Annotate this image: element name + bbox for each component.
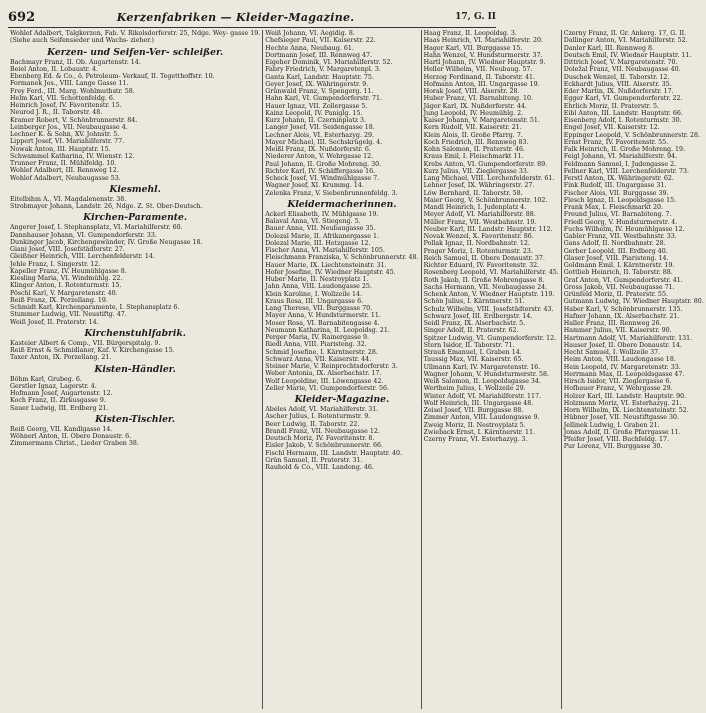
directory-entry: Maier Georg, V. Schönbrunnerstr. 102. [423, 196, 548, 204]
directory-entry: Goldmann Emil, I. Kärntnerstr. 19. [563, 262, 675, 269]
directory-entry: Hahn Wenzel, V. Hundsturmerstr. 37. [423, 51, 543, 59]
directory-entry: Hofmann Anton, III. Ungargasse 19. [423, 80, 540, 88]
directory-entry: Wöhnerl Anton, II. Obere Donaustr. 6. [10, 433, 132, 440]
page-number: 692 [8, 9, 36, 25]
directory-entry: Glaser Josef, VIII. Piaristeng. 14. [563, 254, 669, 262]
directory-entry: Gottlieb Heinrich, II. Taborstr. 88. [563, 269, 673, 277]
directory-entry: Weiß Salomon, II. Leopoldsgasse 34. [423, 378, 541, 385]
directory-entry: Jung Leopold, IV. Heumühlg. 2. [423, 109, 524, 117]
directory-entry: Zeisel Josef, VII. Burggasse 88. [423, 407, 524, 414]
section-heading: Kerzen- und Seifen-Ver- schleißer. [47, 46, 224, 58]
directory-entry: Beiel Anton, II. Lobaustr. 4. [10, 65, 98, 73]
directory-entry: Sauer Ludwig, III. Erdberg 21. [10, 404, 109, 412]
directory-entry: Trunner Franz, II. Mühlfeldg. 10. [10, 160, 117, 167]
directory-entry: Wagner Johann, V. Hundsturmerstr. 58. [423, 370, 550, 378]
directory-entry: Pfeifer Josef, VIII. Buchfeldg. 17. [563, 436, 669, 443]
directory-entry: Schwarz Josef, III. Erdbergstr. 14. [423, 312, 533, 320]
directory-entry: Weiß Josef, II. Praterstr. 14. [10, 318, 99, 326]
directory-entry: Wertheim Julius, I. Wollzeile 29. [423, 385, 526, 393]
directory-entry: Müller Franz, VII. Westbahnstr. 19. [423, 218, 537, 226]
directory-entry: Weiß Johann, VI. Aegidig. 8. [265, 30, 355, 37]
directory-entry: Riedl Anna, VIII. Piaristeng. 32. [265, 341, 367, 349]
directory-entry: Niederer Anton, V. Wehrgasse 12. [265, 153, 374, 161]
directory-entry: Bachmayr Franz, II. Ob. Augartenstr. 14. [10, 58, 141, 66]
section-heading: Kisten-Tischler. [95, 413, 176, 425]
directory-entry: Gutmann Ludwig, IV. Wiedner Hauptstr. 80. [563, 298, 704, 306]
section-heading: Kirchen-Paramente. [83, 212, 188, 224]
directory-entry: Lechner K. & Sohn, XV. Johnstr. 5. [10, 131, 120, 138]
directory-entry: Taxer Anton, IX. Porzellang. 21. [10, 354, 112, 362]
directory-entry: Feldmann Samuel, I. Judengasse 2. [563, 160, 677, 168]
directory-entry: Nowak Anton, III. Hauptstr. 15. [10, 145, 111, 153]
directory-entry: Hauer Ignaz, VII. Zollergasse 5. [265, 102, 368, 110]
directory-entry: (Siehe auch Seifensieder und Wachs- zieher.) [10, 37, 154, 45]
directory-entry: Reich Samuel, II. Obere Donaustr. 37. [423, 254, 545, 262]
directory-entry: Mayer Anna, V. Hundsturmerstr. 11. [265, 312, 381, 320]
directory-entry: Dolezal Marie, II. Afrikanergasse 1. [265, 232, 379, 240]
directory-entry: Brandl Franz, VII. Neubaugasse 12. [265, 427, 380, 435]
directory-entry: Ferstl Anton, IX. Währingerstr. 62. [563, 175, 674, 182]
directory-entry: Falk Heinrich, II. Große Mohreng. 19. [563, 146, 686, 153]
directory-entry: Taussig Max, VII. Kaiserstr. 65. [423, 356, 524, 364]
directory-entry: Novak Wenzel, X. Favoritenstr. 86. [423, 233, 534, 240]
directory-entry: Zwieback Ernst, I. Kärntnerstr. 11. [423, 428, 536, 436]
directory-entry: Hauser Josef, II. Obere Donaustr. 14. [563, 341, 682, 349]
directory-entry: Singer Adolf, II. Praterstr. 62. [423, 327, 519, 335]
directory-entry: Strauß Emanuel, I. Graben 14. [423, 349, 522, 356]
directory-entry: Pöschl Karl, V. Margaretenstr. 40. [10, 289, 118, 297]
directory-entry: Lang Michael, VIII. Lerchenfelderstr. 61. [423, 175, 555, 182]
directory-columns [8, 30, 704, 709]
section-heading: Kiesmehl. [109, 183, 161, 195]
directory-entry: Abeles Adolf, VI. Mariahilferstr. 31. [265, 406, 379, 413]
directory-entry: Holzer Karl, III. Landstr. Hauptstr. 90. [563, 392, 687, 400]
directory-entry: Huber Marie, II. Nestroyplatz 1. [265, 276, 369, 283]
directory-entry: Bauer Anna, VII. Neubaugasse 35. [265, 225, 376, 233]
directory-entry: Schmid Josefine, I. Kärntnerstr. 28. [265, 348, 378, 356]
directory-entry: Hager Karl, VII. Burggasse 15. [423, 44, 523, 52]
directory-entry: Jehle Franz, I. Singerstr. 12. [10, 260, 101, 268]
directory-entry: Klein Karoline, I. Wollzeile 14. [265, 290, 362, 298]
directory-entry: Kern Rudolf, VII. Kaiserstr. 21. [423, 124, 522, 132]
directory-entry: Heinrich Josef, IV. Favoritenstr. 15. [10, 102, 122, 109]
directory-entry: Schmidt Karl, Kirchenparamente, I. Stephansplatz 6. [10, 304, 180, 311]
directory-entry: Eibl Anton, III. Landstr. Hauptstr. 66. [563, 109, 683, 117]
directory-entry: Egger Karl, VI. Gumpendorferstr. 22. [563, 95, 683, 103]
directory-entry: Leinberger Jos., VII. Neubaugasse 4. [10, 123, 128, 131]
directory-entry: Heim Anton, VIII. Laudongasse 18. [563, 356, 676, 364]
directory-entry: Pur Lorenz, VII. Burggasse 30. [563, 443, 663, 451]
directory-entry: Eckhardt Julius, VIII. Alserstr. 35. [563, 80, 672, 88]
directory-entry: Lehner Josef, IX. Währingerstr. 27. [423, 182, 535, 190]
directory-entry: Roth Jakob, II. Große Mohrengasse 8. [423, 276, 545, 284]
directory-entry: Wolf Leopoldine, III. Löwengasse 42. [265, 377, 384, 385]
directory-entry: Fleischmann Franziska, V. Schönbrunnerstr. 48. [265, 254, 419, 262]
directory-entry: Duschek Wenzel, II. Taborstr. 12. [563, 73, 670, 81]
directory-entry: Kraus Rosa, III. Ungargasse 6. [265, 297, 364, 305]
directory-entry: Danler Karl, III. Rennweg 8. [563, 44, 655, 52]
directory-entry: Steiner Marie, V. Reinprechtsdorferstr. 3. [265, 363, 398, 370]
directory-entry: Paul Johann, II. Große Mohreng. 30. [265, 160, 382, 168]
directory-entry: Freund Julius, VI. Barnabiteng. 7. [563, 211, 672, 219]
directory-entry: Pollak Ignaz, II. Nordbahnstr. 12. [423, 240, 530, 248]
directory-entry: Klein Alois, II. Große Pfarrg. 7. [423, 131, 523, 139]
directory-entry: Ackerl Elisabeth, IV. Mühlgasse 19. [265, 210, 379, 218]
directory-entry: Weber Antonia, IX. Alserbachstr. 17. [265, 370, 382, 378]
directory-entry: Gross Jakob, VII. Neubaugasse 71. [563, 283, 675, 291]
directory-entry: Grünwald Franz, V. Spengerg. 11. [265, 88, 374, 95]
directory-entry: Flesch Ignaz, II. Leopoldsgasse 15. [563, 196, 677, 204]
directory-entry: Gans Adolf, II. Nordbahnstr. 28. [563, 240, 666, 248]
directory-entry: Haller Franz, III. Rennweg 26. [563, 320, 662, 327]
directory-entry: Dolezal Marie, III. Hetzgasse 12. [265, 239, 371, 247]
directory-entry: Jahn Anna, VIII. Laudongasse 25. [265, 283, 372, 291]
directory-entry: Wohlef Adalbert, Talgkerzen, Fab. V. Rikolsdorferstr. 25, Ndge. Wey- gasse 19. [10, 30, 261, 37]
directory-entry: Fink Rudolf, III. Ungargasse 31. [563, 182, 667, 190]
directory-entry: Langer Josef, VII. Seidengasse 18. [265, 124, 375, 132]
directory-entry: Kaiser Johann, V. Margaretenstr. 51. [423, 117, 540, 124]
directory-column [8, 30, 263, 709]
directory-entry: Winter Adolf, VI. Mariahilferstr. 117. [423, 392, 542, 400]
directory-entry: Wagner Josef, XI. Krummg. 14. [265, 182, 364, 190]
directory-entry: Gabler Franz, VII. Westbahnstr. 33. [563, 233, 677, 240]
directory-entry: Spitzer Ludwig, VI. Gumpendorferstr. 12. [423, 334, 557, 342]
directory-entry: Jonas Adolf, II. Große Pfarrgasse 11. [563, 428, 681, 436]
directory-entry: Löw Bernhard, II. Taborstr. 58. [423, 189, 523, 197]
directory-entry: Fabry Friedrich, V. Margaretenpl. 3. [265, 66, 381, 74]
directory-entry: Gerstler Ignaz, Lagerstr. 4. [10, 382, 97, 390]
directory-entry: Ganta Karl, Landstr. Hauptstr. 75. [265, 73, 374, 81]
directory-entry: Perger Maria, IV. Rainergasse 9. [265, 334, 370, 341]
directory-entry: Kurz Johann, II. Czerninplatz 3. [265, 117, 367, 124]
directory-entry: Hartmann Adolf, VI. Mariahilferstr. 131. [563, 334, 693, 342]
directory-entry: Gleißner Heinrich, VIII. Lerchenfelderstr. 14. [10, 253, 155, 261]
directory-entry: Kohn Salomon, II. Praterstr. 46. [423, 146, 526, 153]
directory-entry: Eisler Jakob, V. Schönbrunnerstr. 66. [265, 442, 383, 450]
directory-entry: Fuchs Wilhelm, IV. Heumühlgasse 12. [563, 225, 685, 233]
directory-entry: Reiß Ernst & Schmidlaner, Kaf. V. Kirchengasse 15. [10, 347, 175, 354]
directory-entry: Schenk Anton, V. Wiedner Hauptstr. 119. [423, 291, 555, 298]
directory-entry: Neumann Katharina, II. Leopoldsg. 21. [265, 326, 390, 334]
directory-entry: Lang Therese, VII. Burggasse 70. [265, 305, 373, 312]
directory-entry: Herzog Ferdinand, II. Taborstr. 41. [423, 73, 536, 81]
directory-entry: Geyer Josef, IX. Währingerstr. 9. [265, 80, 369, 88]
directory-entry: Engel Josef, VII. Kaiserstr. 12. [563, 124, 660, 132]
directory-entry: Frey Ferd., III. Marg. Wohlmuthstr. 58. [10, 87, 135, 95]
directory-entry: Klinger Anton, I. Rotenturmstr. 15. [10, 282, 122, 290]
page-title: Kerzenfabriken — Kleider-Magazine. [116, 10, 355, 24]
directory-entry: Zimmer Anton, VIII. Laudongasse 9. [423, 414, 540, 422]
directory-entry: Koch Franz, II. Zirkusgasse 9. [10, 397, 106, 405]
directory-entry: Zeller Marie, VI. Gumpendorferstr. 56. [265, 384, 389, 392]
directory-entry: Zimmermann Christ., Lieder Graben 38. [10, 440, 139, 448]
directory-entry: Fischl Hermann, III. Landstr. Hauptstr. 40. [265, 449, 403, 457]
directory-entry: Ullmann Karl, IV. Margaretenstr. 16. [423, 363, 541, 371]
directory-entry: Holzmann Moriz, VI. Esterhazyg. 21. [563, 399, 682, 407]
directory-column [422, 30, 562, 709]
directory-entry: Lippert Josef, VI. Mariahilferstr. 77. [10, 138, 125, 146]
directory-entry: Kurz Julius, VII. Zieglergasse 33. [423, 167, 529, 175]
directory-entry: Dittrich Josef, V. Margaretenstr. 70. [563, 59, 678, 66]
directory-entry: Sachs Hermann, VII. Neubaugasse 24. [423, 283, 548, 291]
directory-entry: Rosenberg Leopold, VI. Mariahilferstr. 45. [423, 269, 559, 277]
directory-entry: Deutsch Moriz, IV. Favoritenstr. 8. [265, 435, 375, 442]
directory-entry: Zweig Moriz, II. Nestroyplatz 5. [423, 421, 526, 429]
directory-entry: Balaval Anna, VI. Stiegeng. 5. [265, 218, 361, 225]
directory-entry: Koch Friedrich, III. Rennweg 83. [423, 138, 529, 146]
directory-entry: Czerny Franz, VI. Esterhazyg. 3. [423, 436, 528, 443]
directory-entry: Haag Franz, II. Leopoldsg. 3. [423, 30, 517, 37]
directory-entry: Scheck Josef, VI. Windmühlgasse 7. [265, 175, 380, 182]
directory-entry: Kasteier Albert & Comp., VII. Bürgerspitalg. 9. [10, 339, 161, 347]
directory-entry: Prager Moriz, I. Rotenturmstr. 23. [423, 247, 533, 255]
directory-entry: Hofbauer Franz, V. Wehrgasse 29. [563, 385, 673, 393]
directory-entry: Fellner Karl, VIII. Lerchenfelderstr. 73. [563, 167, 690, 175]
directory-entry: Giani Josef, VIII. Josefstädterstr. 27. [10, 246, 125, 253]
directory-entry: Eitelbihm A., VI. Magdalenenstr. 38. [10, 195, 127, 203]
directory-entry: Angerer Josef, I. Stephansplatz, VI. Mariahilferstr. 60. [10, 224, 183, 232]
directory-entry: Jäger Karl, IX. Nußdorferstr. 44. [423, 102, 527, 110]
directory-entry: Böhm Karl, Grubeg. 6. [10, 375, 82, 383]
directory-entry: Zelenka Franz, V. Siebenbrunnenfeldg. 3. [265, 189, 398, 197]
directory-entry: Helm Karl, VII. Schottenfeldg. 6. [10, 94, 115, 102]
page-header [8, 7, 496, 28]
directory-entry: Dunkinger Jacob, Kirchengewänder, IV. Große Neugasse 18. [10, 238, 203, 246]
directory-entry: Richter Eduard, IV. Favoritenstr. 32. [423, 262, 540, 269]
directory-entry: Wohlef Adalbert, III. Rennweg 12. [10, 167, 119, 175]
directory-entry: Ascher Julius, I. Rotenturmstr. 9. [265, 413, 371, 421]
directory-entry: Haas Heinrich, VI. Mariahilferstr. 20. [423, 37, 543, 45]
directory-entry: Jellinek Ludwig, I. Graben 21. [563, 421, 660, 429]
directory-entry: Stummer Ludwig, VII. Neustiftg. 47. [10, 311, 127, 319]
directory-entry: Seidl Franz, IX. Alserbachstr. 5. [423, 320, 526, 327]
directory-entry: Eppinger Leopold, V. Schönbrunnerstr. 28. [563, 131, 701, 139]
directory-entry: Horak Josef, VIII. Alserstr. 28. [423, 88, 520, 95]
directory-entry: Czerny Franz, II. Gr. Ankerg. 17, G. II. [563, 30, 687, 37]
directory-entry: Dortmann Josef, III. Rennweg 47. [265, 51, 373, 59]
directory-entry: Schwammel Katharina, IV. Wienstr. 12. [10, 152, 135, 160]
directory-entry: Formanek Jos., VIII. Lange Gasse 11. [10, 80, 129, 88]
directory-entry: Fischer Anna, VI. Mariahilferstr. 105. [265, 247, 385, 254]
directory-entry: Beer Ludwig, II. Taborstr. 22. [265, 420, 360, 428]
directory-entry: Gerber Leopold, III. Erdberg 40. [563, 247, 668, 255]
directory-entry: Schön Julius, I. Kärntnerstr. 51. [423, 298, 525, 306]
directory-entry: Frank Max, I. Fleischmarkt 20. [563, 204, 664, 211]
directory-entry: Graf Anton, VI. Gumpendorferstr. 41. [563, 276, 683, 284]
directory-entry: Grün Samuel, II. Praterstr. 31. [265, 456, 363, 464]
directory-entry: Hofer Josefine, IV. Wiedner Hauptstr. 45. [265, 268, 396, 276]
directory-entry: Hecht Samuel, I. Wollzeile 37. [563, 349, 661, 356]
directory-entry: Richter Karl, IV. Schäffergasse 16. [265, 167, 376, 175]
directory-entry: Stern Isidor, II. Taborstr. 71. [423, 341, 515, 349]
directory-entry: Ernst Franz, IV. Favoritenstr. 55. [563, 138, 669, 146]
directory-entry: Kainz Leopold, IV. Paniglg. 15. [265, 109, 363, 117]
directory-entry: Hammer Julius, VII. Kaiserstr. 90. [563, 327, 672, 335]
section-heading: Kirchenstuhlfabrik. [84, 327, 186, 339]
directory-entry: Heller Wilhelm, VII. Neubaug. 57. [423, 66, 533, 74]
section-heading: Kleidermacherinnen. [287, 198, 397, 210]
directory-entry: Grünfeld Moriz, II. Praterstr. 55. [563, 291, 668, 298]
directory-entry: Herrmann Max, II. Leopoldsgasse 47. [563, 370, 685, 378]
directory-entry: Mandl Heinrich, I. Judenplatz 4. [423, 204, 527, 211]
directory-entry: Dallinger Anton, VI. Mariahilferstr. 52. [563, 37, 688, 45]
directory-entry: Hafner Johann, IX. Alserbachstr. 21. [563, 312, 680, 320]
directory-entry: Haber Karl, V. Schönbrunnerstr. 135. [563, 305, 683, 313]
directory-entry: Eigeher Dominik, VI. Mariahilferstr. 52. [265, 59, 393, 66]
directory-entry: Chefsieger Paul, VII. Kaiserstr. 22. [265, 37, 376, 45]
directory-entry: Feigl Johann, VI. Mariahilferstr. 94. [563, 153, 678, 161]
directory-entry: Hein Leopold, IV. Margaretenstr. 33. [563, 363, 681, 371]
directory-entry: Kramer Robert, V. Schönbrunnerstr. 84. [10, 116, 138, 124]
directory-entry: Kiesling Maria, VI. Windmühlg. 22. [10, 275, 123, 282]
directory-entry: Neuber Karl, III. Landstr. Hauptstr. 112. [423, 225, 553, 233]
directory-entry: Hofmann Josef, Augartenstr. 12. [10, 390, 113, 397]
directory-entry: Hartl Johann, IV. Wiedner Hauptstr. 9. [423, 59, 546, 66]
directory-entry: Reiß Franz, IX. Porzellang. 19. [10, 296, 108, 304]
directory-entry: Krebs Anton, VI. Gumpendorferstr. 89. [423, 160, 548, 168]
directory-entry: Dannhauser Johann, VI. Gumpendorferstr. 33. [10, 231, 157, 239]
directory-entry: Schulz Wilhelm, VIII. Josefstädterstr. 43. [423, 305, 554, 313]
directory-entry: Horn Wilhelm, IX. Liechtensteinstr. 52. [563, 407, 689, 414]
directory-entry: Wohlef Adalbert, Neubaugasse 53. [10, 174, 121, 182]
directory-entry: Fischer Alois, VII. Burggasse 39. [563, 189, 669, 197]
directory-entry: Meißl Franz, IX. Nußdorferstr. 6. [265, 146, 371, 153]
section-heading: Kleider-Magazine. [294, 394, 390, 405]
directory-entry: Moser Rosa, VI. Barnabitengasse 4. [265, 319, 380, 327]
directory-entry: Deutsch Emil, IV. Wiedner Hauptstr. 11. [563, 51, 692, 59]
directory-entry: Neurod J. R., II. Taborstr. 48. [10, 109, 103, 117]
directory-entry: Mayer Michael, III. Sechskrügelg. 4. [265, 138, 383, 146]
directory-entry: Friedl Georg, V. Hundsturmerstr. 4. [563, 218, 678, 226]
directory-entry: Ehrlich Moriz, II. Praterstr. 5. [563, 102, 659, 110]
directory-entry: Schwarz Anna, VII. Kaiserstr. 44. [265, 355, 372, 363]
directory-entry: Meyer Adolf, VI. Mariahilferstr. 88. [423, 211, 536, 219]
directory-entry: Hauer Marie, IX. Liechtensteinstr. 31. [265, 261, 387, 269]
directory-entry: Hahn Karl, VI. Gumpendorferstr. 71. [265, 95, 382, 103]
directory-entry: Ebenberg Ed. & Co., ö. Petroleum- Verkauf, II. Tegetthoffstr. 10. [10, 73, 215, 80]
directory-entry: Huber Franz, VI. Barnabiteng. 10. [423, 95, 534, 103]
directory-entry: Eisenberg Adolf, I. Rotenturmstr. 30. [563, 117, 682, 124]
directory-column [263, 30, 421, 709]
section-heading: Kisten-Händler. [94, 363, 176, 375]
directory-entry: Doležal Franz, VII. Neubaugasse 40. [563, 66, 681, 74]
directory-entry: Hübner Josef, VII. Neustiftgasse 30. [563, 414, 679, 422]
directory-entry: Wolf Heinrich, III. Ungargasse 48. [423, 399, 534, 407]
directory-entry: Kraus Emil, I. Fleischmarkt 11. [423, 153, 524, 161]
directory-entry: Rauhold & Co., VIII. Landong. 46. [265, 464, 374, 471]
directory-entry: Eder Martin, IX. Nußdorferstr. 17. [563, 88, 674, 95]
directory-entry: Hirsch Isidor, VII. Zieglergasse 6. [563, 378, 672, 385]
directory-column [562, 30, 706, 709]
directory-entry: Kapeller Franz, IV. Heumühlgasse 8. [10, 267, 127, 275]
directory-entry: Lechner Alois, VI. Esterhazyg. 29. [265, 131, 374, 139]
directory-entry: Hechte Anna, Neubaug. 61. [265, 44, 354, 52]
directory-entry: Strobmayer Johann, Landstr. 26, Ndge. Z. St. Ober-Deutsch. [10, 203, 203, 210]
header-edge-text: 17, G. II [455, 12, 496, 22]
directory-entry: Reiß Georg, VII. Kandlgasse 14. [10, 425, 113, 433]
